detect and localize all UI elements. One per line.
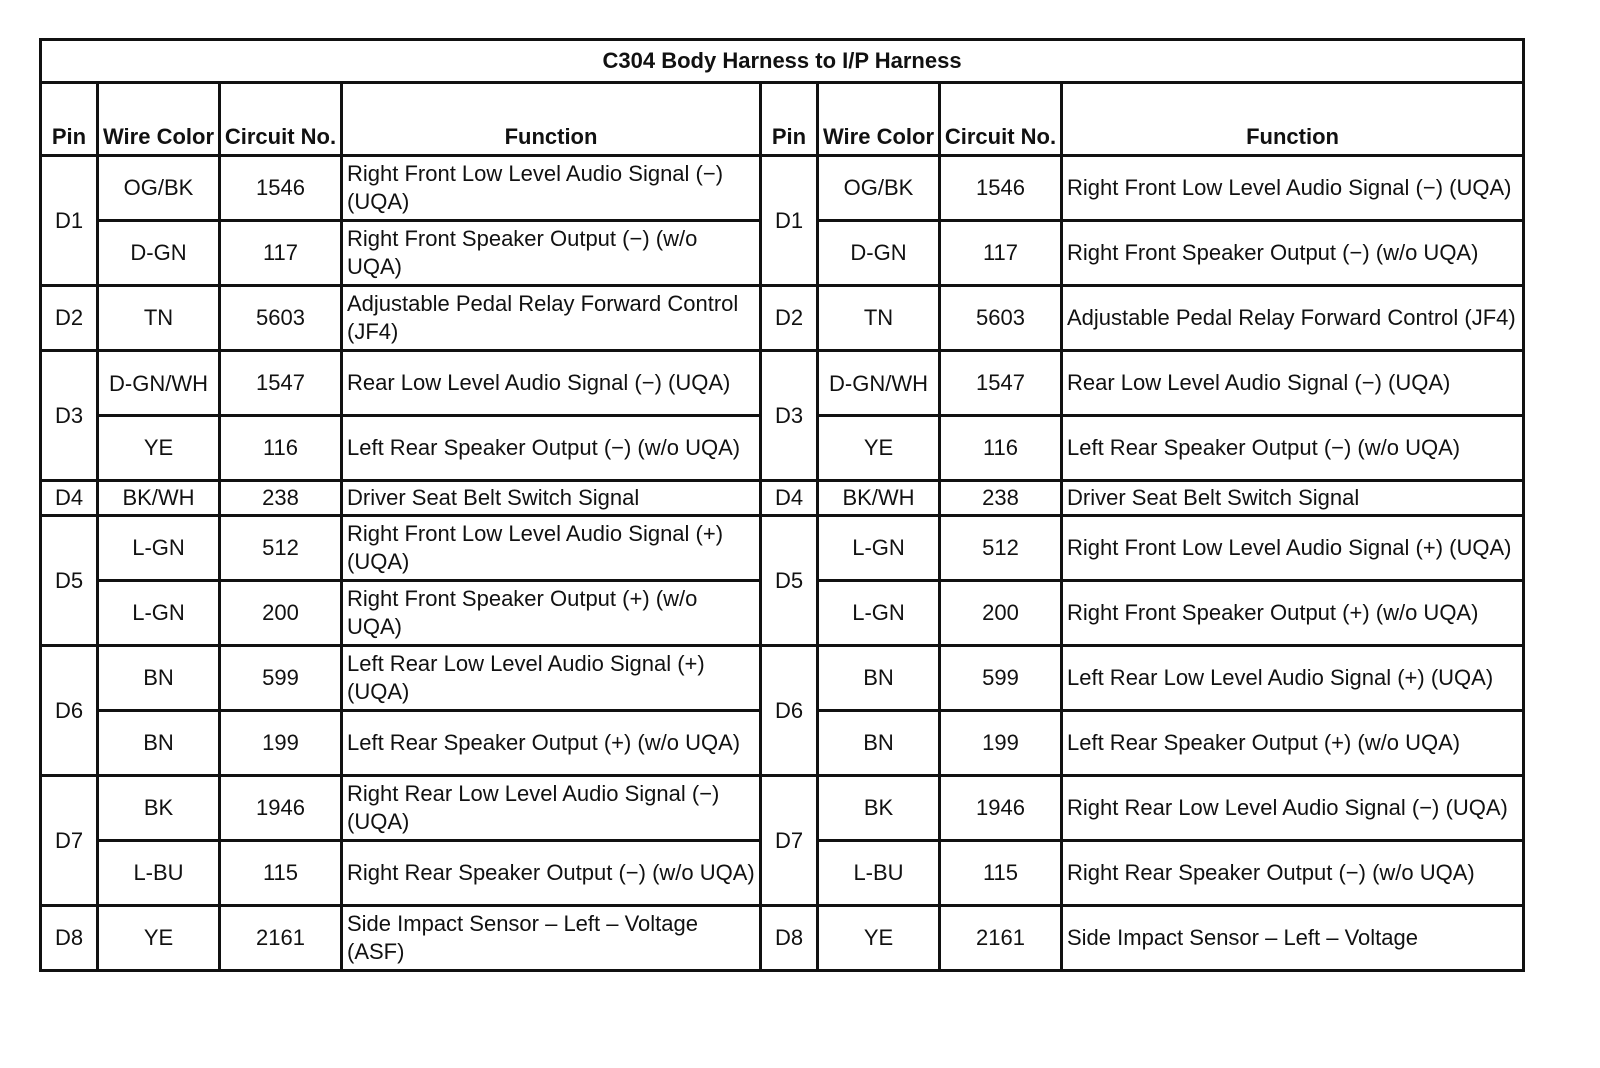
function-cell: Adjustable Pedal Relay Forward Control (JF4) [1062,286,1524,351]
header-circuit-no-right: Circuit No. [940,83,1062,156]
wire-color-cell: L-GN [98,516,220,581]
header-pin-right: Pin [761,83,818,156]
wire-color-cell: OG/BK [818,156,940,221]
function-cell: Right Front Low Level Audio Signal (−) (UQA) [342,156,761,221]
pin-cell: D3 [41,351,98,481]
function-cell: Right Rear Speaker Output (−) (w/o UQA) [342,841,761,906]
connector-table [39,38,1525,972]
wire-color-cell: YE [98,416,220,481]
wire-color-cell: L-GN [98,581,220,646]
pin-cell: D4 [41,481,98,516]
circuit-cell: 599 [220,646,342,711]
header-circuit-no-left: Circuit No. [220,83,342,156]
wire-color-cell: TN [98,286,220,351]
wire-color-cell: BK [98,776,220,841]
function-cell: Driver Seat Belt Switch Signal [1062,481,1524,516]
circuit-cell: 1546 [940,156,1062,221]
pin-cell: D5 [761,516,818,646]
pin-cell: D3 [761,351,818,481]
wire-color-cell: BK/WH [818,481,940,516]
pin-cell: D8 [761,906,818,971]
wire-color-cell: YE [818,906,940,971]
circuit-cell: 115 [940,841,1062,906]
function-cell: Driver Seat Belt Switch Signal [342,481,761,516]
pin-cell: D1 [41,156,98,286]
circuit-cell: 200 [220,581,342,646]
function-cell: Right Front Low Level Audio Signal (+) (UQA) [342,516,761,581]
table-row [41,516,1524,581]
function-cell: Right Front Speaker Output (+) (w/o UQA) [342,581,761,646]
function-cell: Rear Low Level Audio Signal (−) (UQA) [342,351,761,416]
wire-color-cell: BN [818,711,940,776]
wire-color-cell: BK [818,776,940,841]
function-cell: Right Front Low Level Audio Signal (+) (UQA) [1062,516,1524,581]
circuit-cell: 5603 [220,286,342,351]
header-wire-color-right: Wire Color [818,83,940,156]
circuit-cell: 199 [220,711,342,776]
function-cell: Left Rear Low Level Audio Signal (+) (UQA) [342,646,761,711]
circuit-cell: 200 [940,581,1062,646]
circuit-cell: 117 [220,221,342,286]
pin-cell: D5 [41,516,98,646]
circuit-cell: 1946 [220,776,342,841]
function-cell: Right Rear Low Level Audio Signal (−) (UQA) [342,776,761,841]
circuit-cell: 116 [220,416,342,481]
function-cell: Right Front Speaker Output (−) (w/o UQA) [342,221,761,286]
wire-color-cell: YE [818,416,940,481]
function-cell: Right Front Speaker Output (−) (w/o UQA) [1062,221,1524,286]
circuit-cell: 1547 [220,351,342,416]
header-pin-left: Pin [41,83,98,156]
pin-cell: D8 [41,906,98,971]
wire-color-cell: D-GN [818,221,940,286]
table-row [41,481,1524,516]
function-cell: Right Rear Low Level Audio Signal (−) (UQA) [1062,776,1524,841]
wire-color-cell: BN [98,711,220,776]
table-title: C304 Body Harness to I/P Harness [41,40,1524,83]
pin-cell: D1 [761,156,818,286]
circuit-cell: 5603 [940,286,1062,351]
table-row [41,776,1524,841]
wire-color-cell: TN [818,286,940,351]
wire-color-cell: L-BU [98,841,220,906]
wire-color-cell: BN [818,646,940,711]
circuit-cell: 1547 [940,351,1062,416]
circuit-cell: 238 [220,481,342,516]
circuit-cell: 116 [940,416,1062,481]
circuit-cell: 1946 [940,776,1062,841]
pin-cell: D4 [761,481,818,516]
function-cell: Side Impact Sensor – Left – Voltage [1062,906,1524,971]
pin-cell: D2 [41,286,98,351]
header-wire-color-left: Wire Color [98,83,220,156]
pin-cell: D7 [41,776,98,906]
function-cell: Right Front Low Level Audio Signal (−) (UQA) [1062,156,1524,221]
function-cell: Left Rear Speaker Output (+) (w/o UQA) [1062,711,1524,776]
circuit-cell: 2161 [940,906,1062,971]
table-row [41,156,1524,221]
circuit-cell: 512 [940,516,1062,581]
circuit-cell: 2161 [220,906,342,971]
wire-color-cell: OG/BK [98,156,220,221]
wire-color-cell: L-GN [818,581,940,646]
pin-cell: D6 [41,646,98,776]
wire-color-cell: L-GN [818,516,940,581]
circuit-cell: 117 [940,221,1062,286]
header-function-right: Function [1062,83,1524,156]
pin-cell: D2 [761,286,818,351]
wire-color-cell: D-GN/WH [818,351,940,416]
circuit-cell: 1546 [220,156,342,221]
wire-color-cell: BK/WH [98,481,220,516]
wire-color-cell: L-BU [818,841,940,906]
pin-cell: D7 [761,776,818,906]
table-row [41,286,1524,351]
function-cell: Right Front Speaker Output (+) (w/o UQA) [1062,581,1524,646]
circuit-cell: 512 [220,516,342,581]
function-cell: Adjustable Pedal Relay Forward Control (JF4) [342,286,761,351]
function-cell: Left Rear Low Level Audio Signal (+) (UQA) [1062,646,1524,711]
header-function-left: Function [342,83,761,156]
table-row [41,351,1524,416]
circuit-cell: 115 [220,841,342,906]
circuit-cell: 199 [940,711,1062,776]
function-cell: Rear Low Level Audio Signal (−) (UQA) [1062,351,1524,416]
function-cell: Left Rear Speaker Output (−) (w/o UQA) [1062,416,1524,481]
function-cell: Left Rear Speaker Output (−) (w/o UQA) [342,416,761,481]
wire-color-cell: YE [98,906,220,971]
circuit-cell: 238 [940,481,1062,516]
function-cell: Right Rear Speaker Output (−) (w/o UQA) [1062,841,1524,906]
connector-table-wrapper [39,38,1525,972]
wire-color-cell: D-GN/WH [98,351,220,416]
table-row [41,906,1524,971]
wire-color-cell: D-GN [98,221,220,286]
function-cell: Side Impact Sensor – Left – Voltage (ASF) [342,906,761,971]
pin-cell: D6 [761,646,818,776]
wire-color-cell: BN [98,646,220,711]
function-cell: Left Rear Speaker Output (+) (w/o UQA) [342,711,761,776]
table-row [41,646,1524,711]
circuit-cell: 599 [940,646,1062,711]
